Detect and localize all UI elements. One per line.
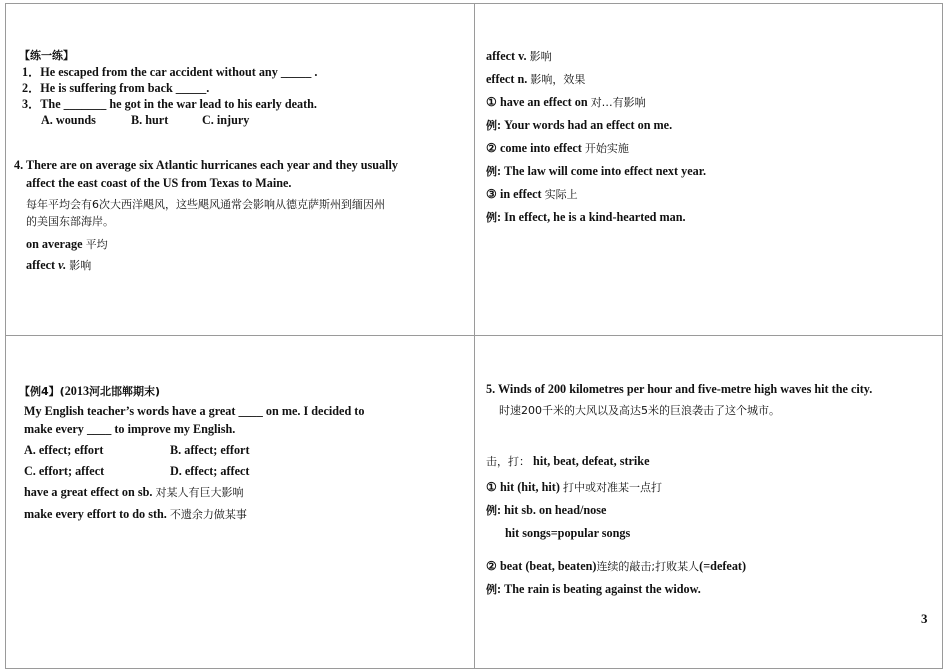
example-4-heading-bracket: 【例4】( bbox=[19, 385, 65, 398]
horizontal-divider bbox=[5, 335, 943, 336]
sentence-5: 5. Winds of 200 kilometres per hour and five-metre high waves hit the city. bbox=[486, 382, 873, 396]
example-3-text: : In effect, he is a kind-hearted man. bbox=[497, 210, 686, 224]
example-4-option-b: B. affect; effort bbox=[170, 443, 250, 457]
example-4-line-1: My English teacher’s words have a great ____ on me. I decided to bbox=[24, 404, 365, 418]
phrase-on-average-meaning: 平均 bbox=[85, 238, 108, 251]
phrase-have-a-great-effect-meaning: 对某人有巨大影响 bbox=[155, 486, 244, 499]
hit-example-1-text: : hit sb. on head/nose bbox=[497, 503, 607, 517]
hit-example-1-prefix: 例 bbox=[486, 504, 497, 517]
phrase-on-average-word: on average bbox=[26, 237, 83, 251]
word-affect-meaning: 影响 bbox=[69, 259, 92, 272]
sentence-4-line-1: 4. There are on average six Atlantic hurricanes each year and they usually bbox=[14, 158, 399, 172]
exercise-heading: 【练一练】 bbox=[19, 49, 74, 62]
verb-beat-note: (=defeat) bbox=[699, 559, 747, 573]
phrase-in-effect-word: ③ in effect bbox=[486, 187, 542, 201]
phrase-come-into-effect-meaning: 开始实施 bbox=[584, 142, 629, 155]
verb-beat-meaning: 连续的敲击;打败某人 bbox=[596, 560, 700, 573]
sentence-5-translation: 时速200千米的大风以及高达5米的巨浪袭击了这个城市。 bbox=[499, 404, 780, 417]
phrase-come-into-effect-word: ② come into effect bbox=[486, 141, 582, 155]
example-4-heading bbox=[19, 384, 160, 399]
verb-beat-word: ② beat (beat, beaten) bbox=[486, 559, 597, 573]
example-1-prefix: 例 bbox=[486, 119, 497, 132]
option-c: C. injury bbox=[202, 113, 250, 127]
phrase-have-an-effect-on-word: ① have an effect on bbox=[486, 95, 588, 109]
example-4-line-2: make every ____ to improve my English. bbox=[24, 422, 236, 436]
example-2 bbox=[486, 164, 706, 179]
affect-definition-word: affect v. bbox=[486, 49, 527, 63]
phrase-make-every-effort bbox=[24, 507, 247, 522]
sentence-4-line-2: affect the east coast of the US from Texas to Maine. bbox=[26, 176, 292, 190]
example-1 bbox=[486, 118, 672, 133]
hit-verbs-line bbox=[486, 454, 649, 469]
hit-example-1 bbox=[486, 503, 606, 518]
hit-example-2: hit songs=popular songs bbox=[505, 526, 631, 540]
phrase-have-a-great-effect-word: have a great effect on sb. bbox=[24, 485, 153, 499]
example-4-heading-source: 河北邯郸期末) bbox=[89, 385, 161, 398]
phrase-in-effect bbox=[486, 187, 578, 202]
question-3: 3．The _______ he got in the war lead to his early death. bbox=[22, 97, 317, 111]
example-2-prefix: 例 bbox=[486, 165, 497, 178]
verb-hit-meaning: 打中或对准某一点打 bbox=[562, 481, 662, 494]
example-2-text: : The law will come into effect next year. bbox=[497, 164, 707, 178]
sentence-4-translation-line-2: 的美国东部海岸。 bbox=[26, 215, 114, 228]
phrase-make-every-effort-word: make every effort to do sth. bbox=[24, 507, 167, 521]
hit-verbs-list: hit, beat, defeat, strike bbox=[533, 454, 650, 468]
example-4-option-d: D. effect; affect bbox=[170, 464, 250, 478]
beat-example bbox=[486, 582, 701, 597]
phrase-have-a-great-effect bbox=[24, 485, 243, 500]
beat-example-text: : The rain is beating against the widow. bbox=[497, 582, 701, 596]
phrase-have-an-effect-on-meaning: 对…有影响 bbox=[590, 96, 646, 109]
example-3-prefix: 例 bbox=[486, 211, 497, 224]
affect-definition-meaning: 影响 bbox=[529, 50, 552, 63]
effect-definition-word: effect n. bbox=[486, 72, 528, 86]
option-b: B. hurt bbox=[131, 113, 169, 127]
vertical-divider bbox=[474, 3, 475, 669]
example-4-heading-year: 2013 bbox=[64, 384, 90, 398]
phrase-in-effect-meaning: 实际上 bbox=[544, 188, 578, 201]
affect-definition bbox=[486, 49, 552, 64]
example-4-option-a: A. effect; effort bbox=[24, 443, 104, 457]
verb-hit-word: ① hit (hit, hit) bbox=[486, 480, 560, 494]
page-number: 3 bbox=[921, 611, 928, 626]
sentence-4-translation-line-1: 每年平均会有6次大西洋飓风，这些飓风通常会影响从德克萨斯州到缅因州 bbox=[26, 198, 385, 211]
phrase-make-every-effort-meaning: 不遗余力做某事 bbox=[169, 508, 247, 521]
phrase-have-an-effect-on bbox=[486, 95, 646, 110]
phrase-come-into-effect bbox=[486, 141, 629, 156]
example-4-option-c: C. effort; affect bbox=[24, 464, 105, 478]
option-a: A. wounds bbox=[41, 113, 96, 127]
beat-example-prefix: 例 bbox=[486, 583, 497, 596]
question-2: 2．He is suffering from back _____. bbox=[22, 81, 210, 95]
word-affect bbox=[26, 258, 91, 273]
example-1-text: : Your words had an effect on me. bbox=[497, 118, 673, 132]
word-affect-word: affect bbox=[26, 258, 56, 272]
effect-definition-meaning: 影响，效果 bbox=[530, 73, 586, 86]
question-1: 1．He escaped from the car accident without any _____ . bbox=[22, 65, 318, 79]
hit-verbs-label: 击，打： bbox=[486, 455, 530, 468]
example-3 bbox=[486, 210, 686, 225]
word-affect-pos: v. bbox=[58, 258, 67, 272]
phrase-on-average bbox=[26, 237, 108, 252]
verb-hit bbox=[486, 480, 662, 495]
verb-beat bbox=[486, 559, 746, 574]
effect-definition bbox=[486, 72, 585, 87]
